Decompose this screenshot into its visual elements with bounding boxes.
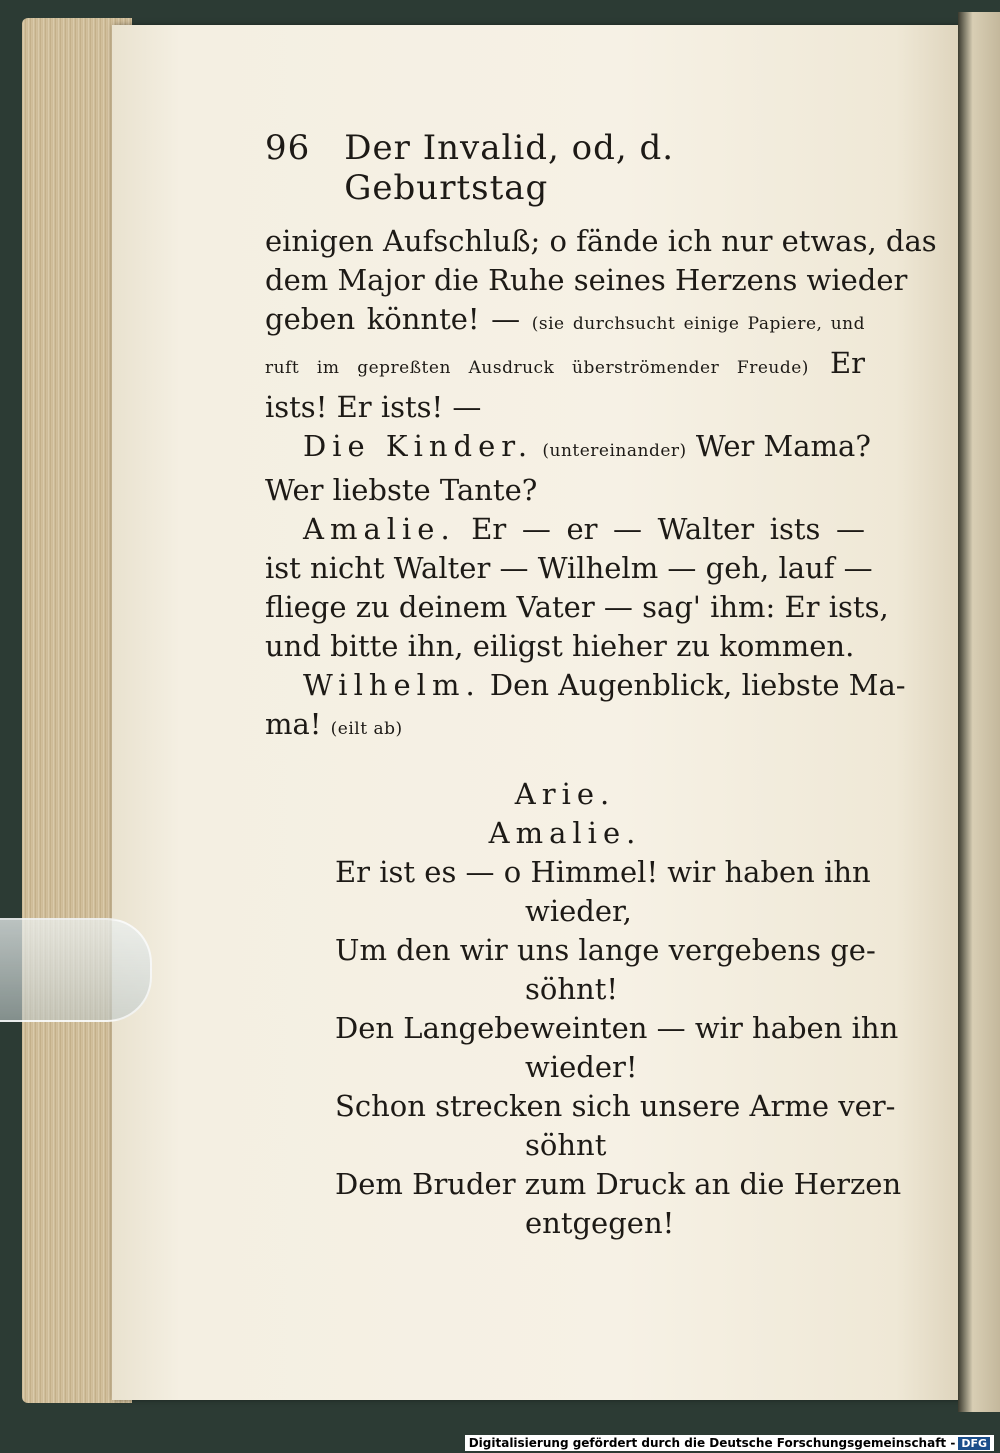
dialogue-line — [265, 666, 906, 705]
text-line: ist nicht Walter — Wilhelm — geh, lauf — — [265, 551, 873, 585]
text-line — [265, 705, 865, 749]
speaker-name: Amalie. — [303, 512, 456, 546]
text-fragment: Wer Mama? — [695, 429, 871, 463]
running-header — [265, 128, 865, 208]
stage-direction: ruft im gepreßten Ausdruck überströmender Freude) — [265, 358, 809, 378]
text-line — [265, 344, 865, 388]
verse-line: Um den wir uns lange vergebens ge- — [335, 933, 876, 967]
digitization-credit — [465, 1435, 994, 1451]
dfg-logo: DFG — [958, 1437, 990, 1450]
verse-line: Dem Bruder zum Druck an die Herzen — [335, 1167, 902, 1201]
verse-continuation: wieder! — [525, 1050, 638, 1084]
dialogue-line — [265, 510, 865, 549]
aria-speaker: Amalie. — [488, 816, 642, 850]
text-fragment: ma! — [265, 707, 322, 741]
page-clip — [0, 918, 152, 1022]
text-line: fliege zu deinem Vater — sag' ihm: Er ists, — [265, 590, 889, 624]
speaker-name: Wilhelm. — [303, 668, 481, 702]
aria-title: Arie. — [514, 777, 616, 811]
text-line: einigen Aufschluß; o fände ich nur etwas, das — [265, 224, 937, 258]
page-text — [265, 128, 937, 1243]
verse-line: Er ist es — o Himmel! wir haben ihn — [335, 855, 871, 889]
running-title: Der Invalid, od, d. Geburtstag — [344, 128, 675, 208]
stage-direction: (eilt ab) — [330, 719, 403, 739]
text-line: Wer liebste Tante? — [265, 473, 538, 507]
text-line — [265, 300, 865, 344]
verse-continuation: söhnt — [525, 1128, 607, 1162]
text-fragment: Den Augenblick, liebste Ma- — [489, 668, 906, 702]
verse-continuation: entgegen! — [525, 1206, 675, 1240]
text-line: ists! Er ists! — — [265, 390, 482, 424]
text-fragment: Er — [829, 346, 865, 380]
speaker-name: Die Kinder. — [303, 429, 534, 463]
text-line: und bitte ihn, eiligst hieher zu kommen. — [265, 629, 855, 663]
text-fragment: Er — er — Walter ists — — [471, 512, 865, 546]
facing-page-edge — [958, 12, 1000, 1412]
dialogue-line — [265, 427, 871, 471]
verse-continuation: wieder, — [525, 894, 632, 928]
verse-line: Schon strecken sich unsere Arme ver- — [335, 1089, 896, 1123]
credit-text: Digitalisierung gefördert durch die Deutsche Forschungsgemeinschaft - — [468, 1436, 956, 1450]
text-fragment: geben könnte! — — [265, 302, 521, 336]
stage-direction: (untereinander) — [542, 441, 687, 461]
stage-direction: (sie durchsucht einige Papiere, und — [531, 314, 865, 334]
verse-line: Den Langebeweinten — wir haben ihn — [335, 1011, 899, 1045]
verse-continuation: söhnt! — [525, 972, 619, 1006]
page-number: 96 — [265, 128, 311, 168]
text-line: dem Major die Ruhe seines Herzens wieder — [265, 263, 908, 297]
